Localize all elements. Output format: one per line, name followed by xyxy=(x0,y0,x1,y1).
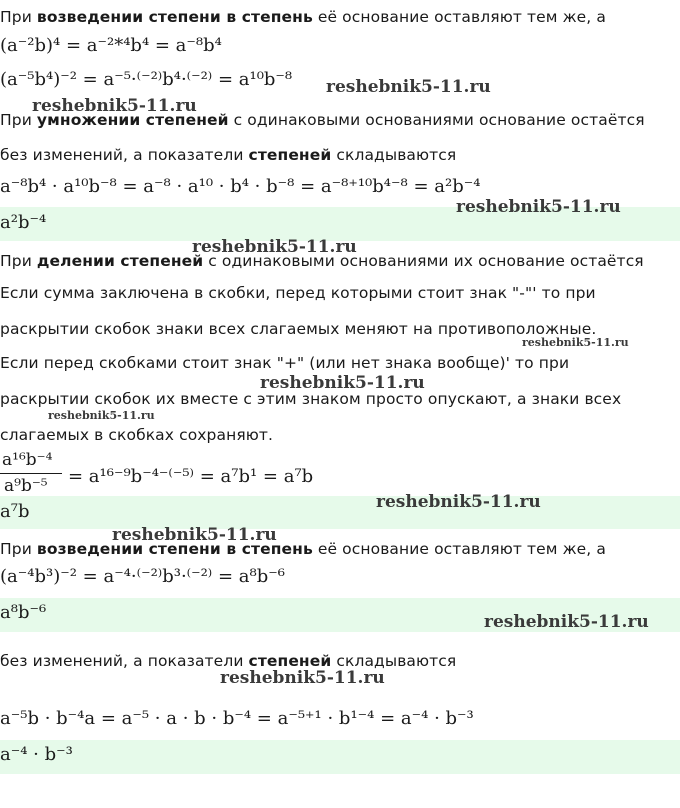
mult-line2-prefix: без изменений, а показатели xyxy=(0,146,249,164)
power-rule-suffix: её основание оставляют тем же, а xyxy=(312,8,606,26)
power-rule2-prefix: При xyxy=(0,540,37,558)
watermark: reshebnik5-11.ru xyxy=(456,197,621,217)
brackets-line-2: раскрытии скобок знаки всех слагаемых меняют на противоположные. xyxy=(0,320,597,338)
answer-4: a⁷b xyxy=(0,501,30,522)
watermark: reshebnik5-11.ru xyxy=(112,525,277,545)
watermark: reshebnik5-11.ru xyxy=(326,77,491,97)
equation-4-fraction xyxy=(0,450,70,496)
watermark: reshebnik5-11.ru xyxy=(48,409,155,422)
power-rule-2-text xyxy=(0,540,606,558)
fraction-numerator: a¹⁶b⁻⁴ xyxy=(2,450,53,470)
last-suffix: складываются xyxy=(331,652,457,670)
equation-4-rest: = a¹⁶⁻⁹b⁻⁴⁻⁽⁻⁵⁾ = a⁷b¹ = a⁷b xyxy=(68,466,314,487)
watermark: reshebnik5-11.ru xyxy=(220,668,385,688)
brackets-line-3: Если перед скобками стоит знак "+" (или нет знака вообще)' то при xyxy=(0,354,570,372)
power-rule-prefix: При xyxy=(0,8,37,26)
equation-3: a⁻⁸b⁴ · a¹⁰b⁻⁸ = a⁻⁸ · a¹⁰ · b⁴ · b⁻⁸ = a⁻⁸⁺¹⁰b⁴⁻⁸ = a²b⁻⁴ xyxy=(0,176,481,197)
answer-highlight-2 xyxy=(0,496,680,529)
last-prefix: без изменений, а показатели xyxy=(0,652,249,670)
watermark: reshebnik5-11.ru xyxy=(192,237,357,257)
equation-6: a⁻⁵b · b⁻⁴a = a⁻⁵ · a · b · b⁻⁴ = a⁻⁵⁺¹ · b¹⁻⁴ = a⁻⁴ · b⁻³ xyxy=(0,708,474,729)
answer-5: a⁸b⁻⁶ xyxy=(0,602,47,623)
equation-2: (a⁻⁵b⁴)⁻² = a⁻⁵·⁽⁻²⁾b⁴·⁽⁻²⁾ = a¹⁰b⁻⁸ xyxy=(0,69,293,90)
mult-prefix: При xyxy=(0,111,37,129)
div-bold: делении степеней xyxy=(36,252,204,270)
power-rule-text xyxy=(0,8,606,26)
div-suffix: с одинаковыми основаниями их основание остаётся xyxy=(203,252,644,270)
last-bold: степеней xyxy=(248,652,332,670)
brackets-line-1: Если сумма заключена в скобки, перед которыми стоит знак "-"' то при xyxy=(0,284,596,302)
mult-suffix: с одинаковыми основаниями основание остаётся xyxy=(228,111,645,129)
fraction-denominator: a⁹b⁻⁵ xyxy=(4,476,48,496)
mult-line2-bold: степеней xyxy=(248,146,332,164)
div-rule-text xyxy=(0,252,644,270)
power-rule2-suffix: её основание оставляют тем же, а xyxy=(312,540,606,558)
equation-1: (a⁻²b)⁴ = a⁻²*⁴b⁴ = a⁻⁸b⁴ xyxy=(0,35,222,56)
brackets-line-4: раскрытии скобок их вместе с этим знаком просто опускают, а знаки всех xyxy=(0,390,622,408)
mult-rule-line2 xyxy=(0,146,456,164)
watermark: reshebnik5-11.ru xyxy=(32,96,197,116)
power-rule-bold: возведении степени в степень xyxy=(36,8,313,26)
mult-bold: умножении степеней xyxy=(36,111,229,129)
watermark: reshebnik5-11.ru xyxy=(522,336,629,349)
watermark: reshebnik5-11.ru xyxy=(260,373,425,393)
answer-6: a⁻⁴ · b⁻³ xyxy=(0,744,73,765)
div-prefix: При xyxy=(0,252,37,270)
answer-highlight-4 xyxy=(0,740,680,774)
watermark: reshebnik5-11.ru xyxy=(376,492,541,512)
mult-rule-text xyxy=(0,111,645,129)
equation-5: (a⁻⁴b³)⁻² = a⁻⁴·⁽⁻²⁾b³·⁽⁻²⁾ = a⁸b⁻⁶ xyxy=(0,566,285,587)
answer-3: a²b⁻⁴ xyxy=(0,212,47,233)
brackets-line-5: слагаемых в скобках сохраняют. xyxy=(0,426,274,444)
power-rule2-bold: возведении степени в степень xyxy=(36,540,313,558)
fraction-bar xyxy=(0,473,62,474)
watermark: reshebnik5-11.ru xyxy=(484,612,649,632)
mult-line2-suffix: складываются xyxy=(331,146,457,164)
